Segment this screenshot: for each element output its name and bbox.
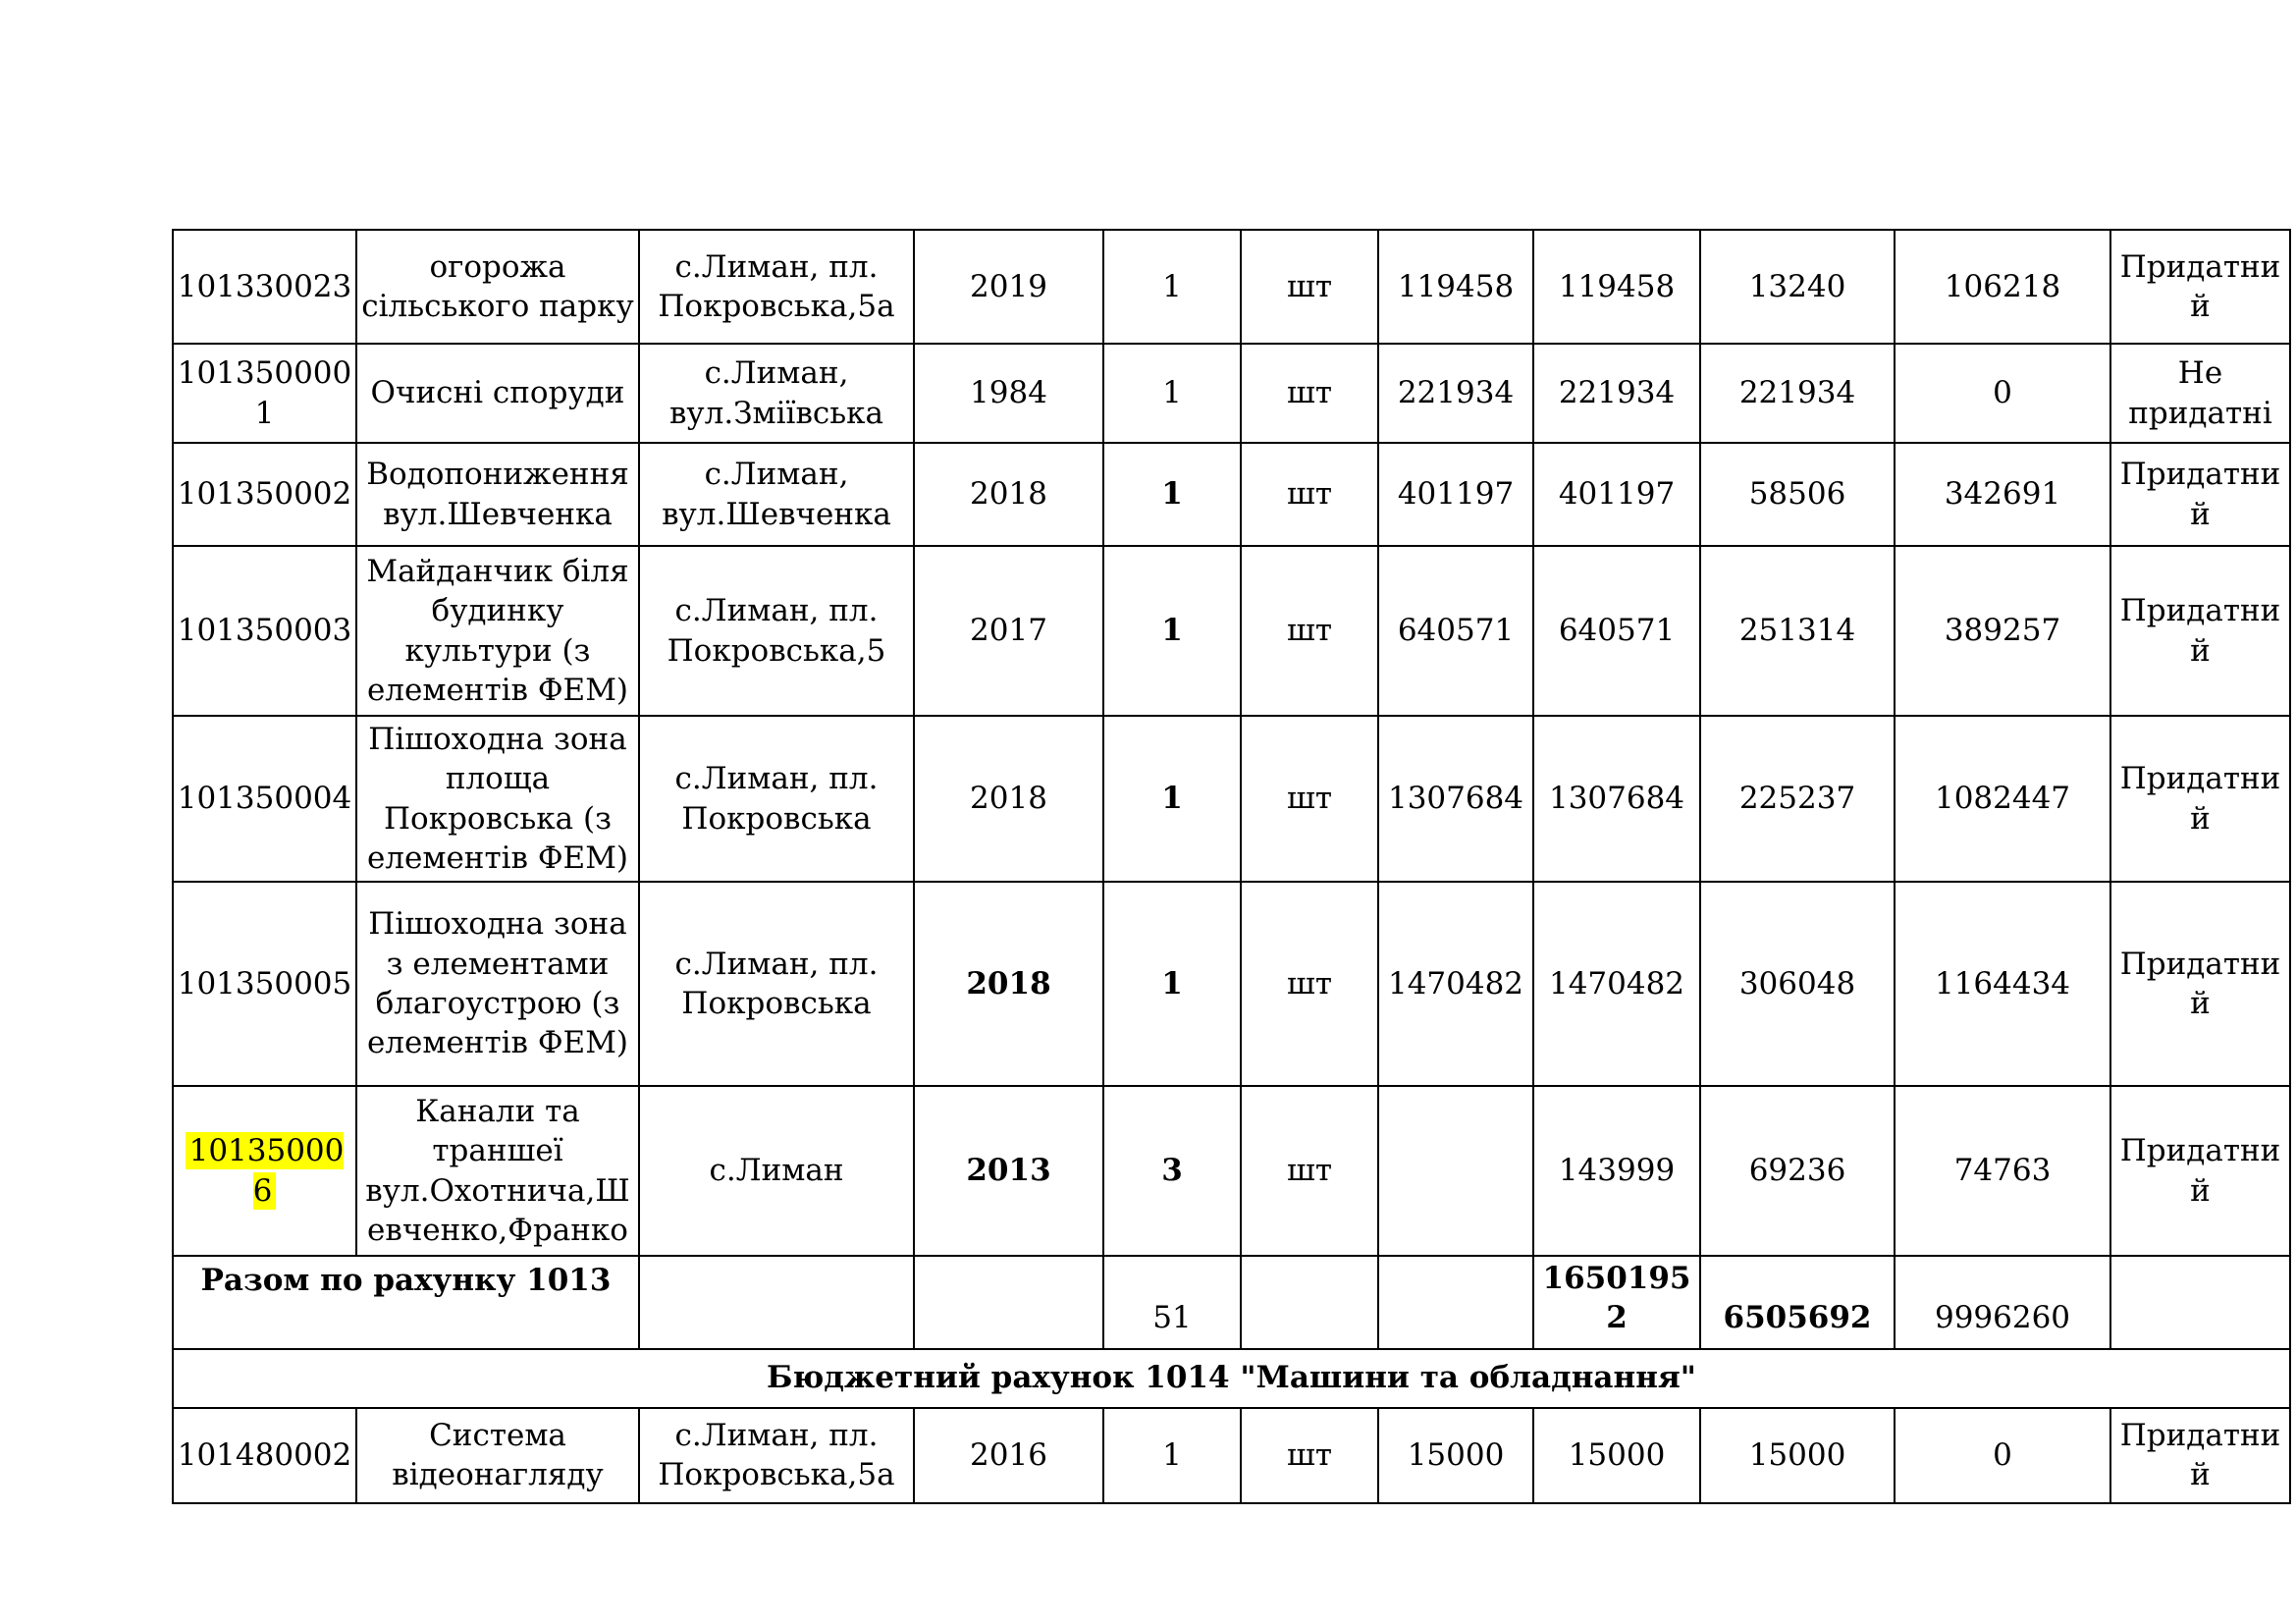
- residual-value-cell: 389257: [1895, 546, 2110, 716]
- inventory-number-cell: [173, 344, 356, 443]
- quantity-cell: 1: [1103, 230, 1241, 344]
- inventory-number: 1013500001: [177, 355, 352, 431]
- location-cell: с.Лиман, пл. Покровська: [639, 716, 914, 882]
- residual-value-cell: 342691: [1895, 443, 2110, 546]
- highlighted-inventory-number: 101350006: [186, 1132, 345, 1209]
- table-row: [173, 1086, 2290, 1256]
- condition-cell: Придатний: [2110, 230, 2290, 344]
- residual-value-cell: 0: [1895, 1408, 2110, 1503]
- year-cell: 2013: [914, 1086, 1103, 1256]
- depreciation-cell: 13240: [1700, 230, 1895, 344]
- year-cell: 2018: [914, 716, 1103, 882]
- location-cell: с.Лиман, пл. Покровська,5а: [639, 230, 914, 344]
- year-cell: 2017: [914, 546, 1103, 716]
- initial-cost-cell: 640571: [1378, 546, 1533, 716]
- section-header-row: [173, 1349, 2290, 1408]
- initial-cost-cell: 119458: [1378, 230, 1533, 344]
- quantity-cell: 1: [1103, 716, 1241, 882]
- asset-name-cell: Водопониження вул.Шевченка: [356, 443, 639, 546]
- residual-value-cell: 106218: [1895, 230, 2110, 344]
- condition-cell: Придатний: [2110, 443, 2290, 546]
- asset-name-cell: Пішоходна зона площа Покровська (з елементів ФЕМ): [356, 716, 639, 882]
- unit-cell: шт: [1241, 716, 1378, 882]
- asset-name-cell: Система відеонагляду: [356, 1408, 639, 1503]
- initial-cost-cell: 1470482: [1378, 882, 1533, 1086]
- unit-cell: [1241, 1256, 1378, 1349]
- initial-cost-cell: 15000: [1378, 1408, 1533, 1503]
- table-row: [173, 882, 2290, 1086]
- condition-cell: Придатний: [2110, 882, 2290, 1086]
- table-row: [173, 716, 2290, 882]
- condition-cell: Не придатні: [2110, 344, 2290, 443]
- total-quantity-cell: 51: [1103, 1256, 1241, 1349]
- inventory-number: 101330023: [177, 268, 352, 304]
- table-row: [173, 546, 2290, 716]
- depreciation-cell: 251314: [1700, 546, 1895, 716]
- unit-cell: шт: [1241, 344, 1378, 443]
- residual-value-cell: 74763: [1895, 1086, 2110, 1256]
- condition-cell: Придатний: [2110, 1408, 2290, 1503]
- total-book-value-cell: 16501952: [1533, 1256, 1700, 1349]
- depreciation-cell: 221934: [1700, 344, 1895, 443]
- initial-cost-cell: [1378, 1256, 1533, 1349]
- inventory-number-cell: [173, 882, 356, 1086]
- residual-value-cell: 1082447: [1895, 716, 2110, 882]
- book-value-cell: 15000: [1533, 1408, 1700, 1503]
- quantity-cell: 1: [1103, 546, 1241, 716]
- condition-cell: Придатний: [2110, 546, 2290, 716]
- book-value-cell: 221934: [1533, 344, 1700, 443]
- depreciation-cell: 225237: [1700, 716, 1895, 882]
- quantity-cell: 1: [1103, 1408, 1241, 1503]
- depreciation-cell: 15000: [1700, 1408, 1895, 1503]
- total-residual-value-cell: 9996260: [1895, 1256, 2110, 1349]
- inventory-number-cell: [173, 443, 356, 546]
- book-value-cell: 119458: [1533, 230, 1700, 344]
- condition-cell: Придатний: [2110, 716, 2290, 882]
- inventory-number: 101480002: [177, 1436, 352, 1473]
- asset-name-cell: Очисні споруди: [356, 344, 639, 443]
- initial-cost-cell: [1378, 1086, 1533, 1256]
- location-cell: [639, 1256, 914, 1349]
- year-cell: [914, 1256, 1103, 1349]
- location-cell: с.Лиман, вул.Шевченка: [639, 443, 914, 546]
- table-row: [173, 230, 2290, 344]
- residual-value-cell: 0: [1895, 344, 2110, 443]
- account-total-row: [173, 1256, 2290, 1349]
- initial-cost-cell: 1307684: [1378, 716, 1533, 882]
- inventory-number: 101350005: [177, 965, 352, 1001]
- inventory-number-cell: [173, 230, 356, 344]
- depreciation-cell: 306048: [1700, 882, 1895, 1086]
- location-cell: с.Лиман, пл. Покровська,5: [639, 546, 914, 716]
- inventory-number-cell: [173, 546, 356, 716]
- location-cell: с.Лиман, пл. Покровська,5а: [639, 1408, 914, 1503]
- unit-cell: шт: [1241, 443, 1378, 546]
- book-value-cell: 143999: [1533, 1086, 1700, 1256]
- table-row: [173, 443, 2290, 546]
- inventory-number-cell: [173, 1086, 356, 1256]
- asset-inventory-table: [172, 229, 2291, 1504]
- inventory-number: 101350003: [177, 613, 352, 649]
- book-value-cell: 1307684: [1533, 716, 1700, 882]
- initial-cost-cell: 401197: [1378, 443, 1533, 546]
- asset-name-cell: огорожа сільського парку: [356, 230, 639, 344]
- unit-cell: шт: [1241, 882, 1378, 1086]
- condition-cell: [2110, 1256, 2290, 1349]
- residual-value-cell: 1164434: [1895, 882, 2110, 1086]
- condition-cell: Придатний: [2110, 1086, 2290, 1256]
- asset-name-cell: Майданчик біля будинку культури (з елементів ФЕМ): [356, 546, 639, 716]
- inventory-number-cell: [173, 1408, 356, 1503]
- inventory-number: 101350002: [177, 476, 352, 513]
- book-value-cell: 1470482: [1533, 882, 1700, 1086]
- quantity-cell: 1: [1103, 882, 1241, 1086]
- total-depreciation-cell: 6505692: [1700, 1256, 1895, 1349]
- depreciation-cell: 58506: [1700, 443, 1895, 546]
- book-value-cell: 640571: [1533, 546, 1700, 716]
- asset-name-cell: Канали та траншеї вул.Охотнича,Шевченко,Франко: [356, 1086, 639, 1256]
- depreciation-cell: 69236: [1700, 1086, 1895, 1256]
- year-cell: 2016: [914, 1408, 1103, 1503]
- asset-name-cell: Пішоходна зона з елементами благоустрою (з елементів ФЕМ): [356, 882, 639, 1086]
- location-cell: с.Лиман: [639, 1086, 914, 1256]
- year-cell: 2019: [914, 230, 1103, 344]
- inventory-number-cell: [173, 716, 356, 882]
- inventory-number: 101350004: [177, 781, 352, 817]
- unit-cell: шт: [1241, 230, 1378, 344]
- quantity-cell: 3: [1103, 1086, 1241, 1256]
- total-label-cell: Разом по рахунку 1013: [173, 1256, 639, 1349]
- initial-cost-cell: 221934: [1378, 344, 1533, 443]
- quantity-cell: 1: [1103, 443, 1241, 546]
- year-cell: 2018: [914, 882, 1103, 1086]
- unit-cell: шт: [1241, 546, 1378, 716]
- location-cell: с.Лиман, вул.Зміївська: [639, 344, 914, 443]
- unit-cell: шт: [1241, 1086, 1378, 1256]
- unit-cell: шт: [1241, 1408, 1378, 1503]
- year-cell: 2018: [914, 443, 1103, 546]
- location-cell: с.Лиман, пл. Покровська: [639, 882, 914, 1086]
- year-cell: 1984: [914, 344, 1103, 443]
- table-row: [173, 344, 2290, 443]
- section-header-cell: Бюджетний рахунок 1014 "Машини та обладнання": [173, 1349, 2290, 1408]
- book-value-cell: 401197: [1533, 443, 1700, 546]
- table-row: [173, 1408, 2290, 1503]
- quantity-cell: 1: [1103, 344, 1241, 443]
